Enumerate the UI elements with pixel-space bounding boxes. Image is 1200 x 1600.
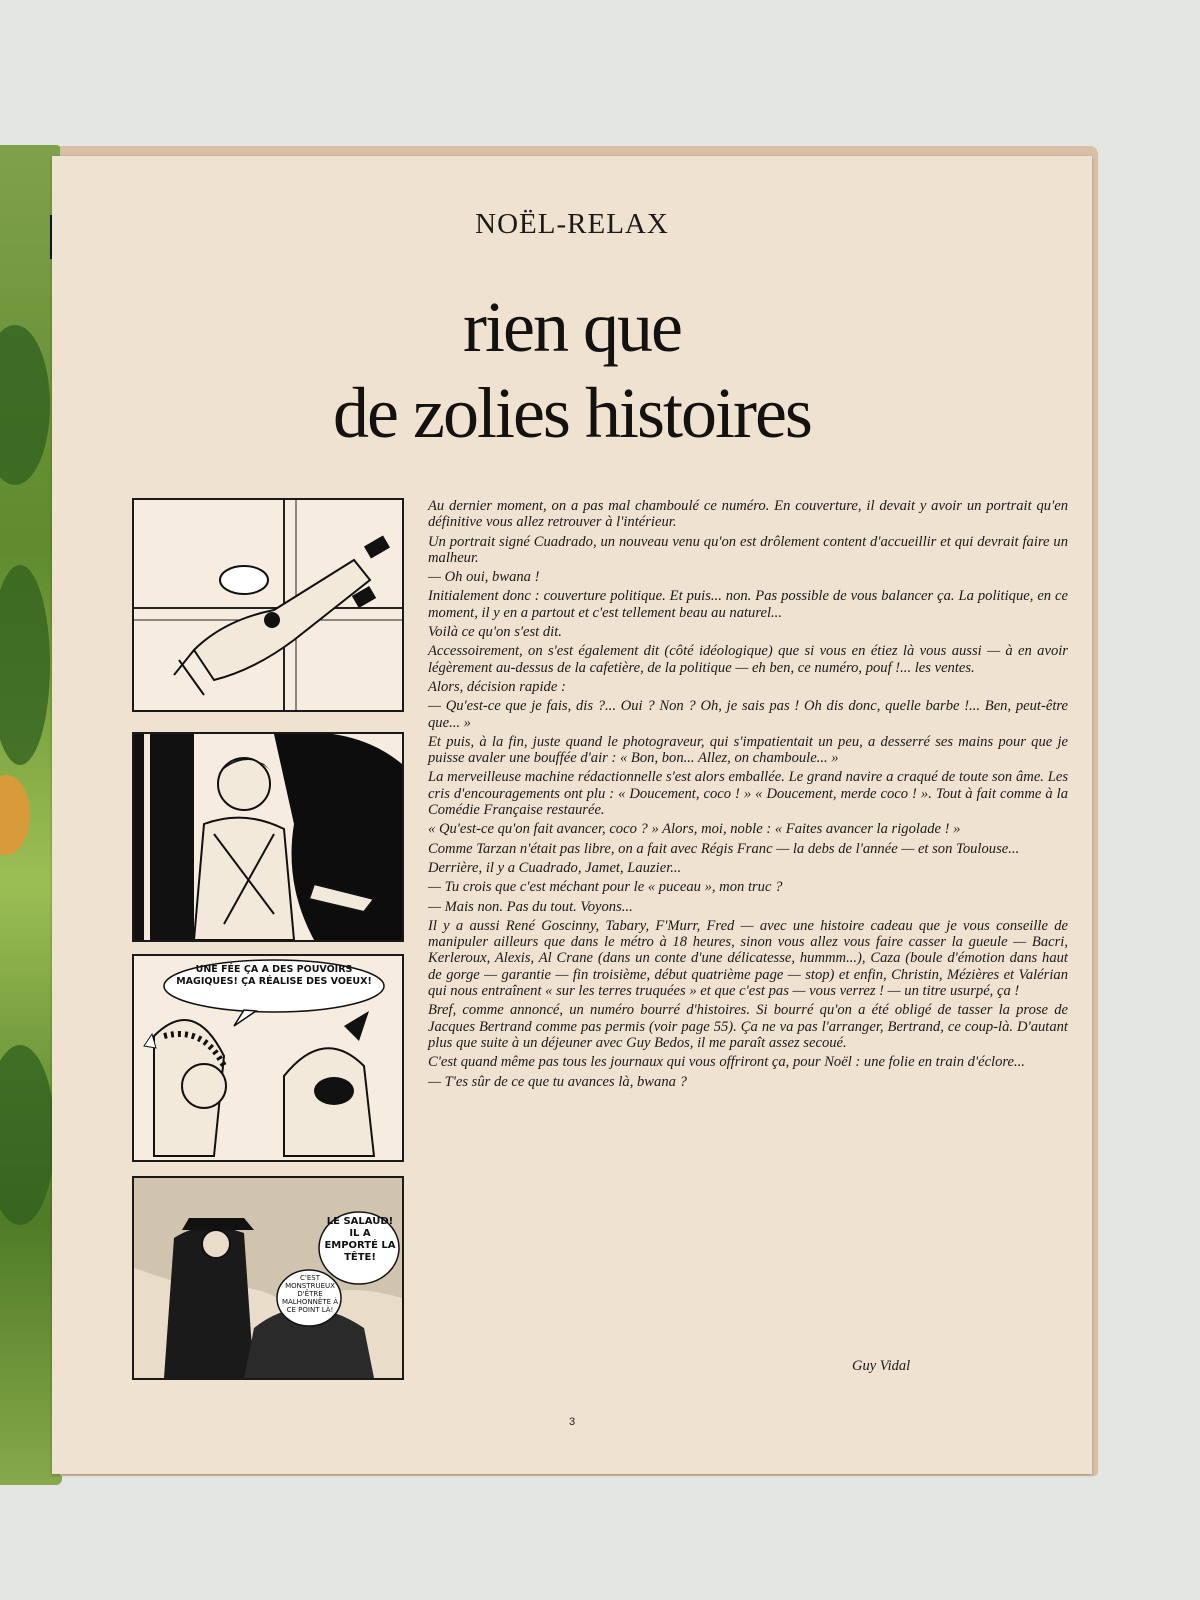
gunman-illustration	[134, 734, 402, 940]
paragraph: — Qu'est-ce que je fais, dis ?... Oui ? Non ? Oh, je sais pas ! Oh dis donc, quelle barbe !... Ben, peut-être que... »	[428, 698, 1068, 731]
editorial-text	[428, 498, 1068, 1093]
headline-line-1: rien que	[463, 287, 681, 367]
paragraph: Accessoirement, on s'est également dit (côté idéologique) que si vous en étiez là vous aussi — à en avoir légèrement au-dessus de la cafetière, de la politique — eh ben, ce numéro, pouf !... les ventes.	[428, 643, 1068, 676]
author-signature: Guy Vidal	[852, 1358, 911, 1374]
paragraph: Au dernier moment, on a pas mal chamboulé ce numéro. En couverture, il devait y avoir un portrait qu'en définitive vous allez retrouver à l'intérieur.	[428, 498, 1068, 531]
fruit-shape	[0, 775, 30, 855]
paragraph: — Tu crois que c'est méchant pour le « puceau », mon truc ?	[428, 879, 783, 896]
leaf-shape	[0, 1045, 55, 1225]
falling-man-illustration	[134, 500, 402, 710]
paragraph: — Mais non. Pas du tout. Voyons...	[428, 898, 633, 915]
comic-panel-gunman	[132, 732, 404, 942]
paragraph: « Qu'est-ce qu'on fait avancer, coco ? » Alors, moi, noble : « Faites avancer la rigolade ! »	[428, 821, 961, 838]
section-kicker: NOËL-RELAX	[475, 208, 669, 240]
page-number: 3	[568, 1416, 576, 1428]
page-headline	[52, 284, 1092, 456]
paragraph: Il y a aussi René Goscinny, Tabary, F'Murr, Fred — avec une histoire cadeau que je vous conseille de manipuler ailleurs que dans le métro à 18 heures, sinon vous allez vous faire casser la gueule — Bacri, Kerleroux, Alexis, Al Crane (dans un conte d'une délicatesse, hummm...), Caza (boule d'émotion dans haut de gorge — garantie — fin troisième, début quatrième page — stop) et enfin, Christin, Mézières et Valérian qui nous entraînent « sur les terres truquées » et que c'est pas — vous verrez ! — un titre usurpé, ça !	[428, 917, 1068, 1000]
fairy-speech-bubble: UNE FÉE ÇA A DES POUVOIRS MAGIQUES! ÇA RÉALISE DES VOEUX!	[176, 964, 372, 987]
magazine-page	[52, 156, 1092, 1474]
paragraph: La merveilleuse machine rédactionnelle s'est alors emballée. Le grand navire a craqué de toute son âme. Les cris d'encouragements ont plu : « Doucement, coco ! » « Doucement, merde coco ! ». Tout à fait comme à la Comédie Française restaurée.	[428, 769, 1068, 819]
paragraph: Initialement donc : couverture politique. Et puis... non. Pas possible de vous balancer ça. La politique, en ce moment, il y en a partout et c'est tellement beau au naturel...	[428, 588, 1068, 621]
paragraph: — Oh oui, bwana !	[428, 569, 540, 586]
paragraph: Derrière, il y a Cuadrado, Jamet, Lauzier...	[428, 859, 682, 876]
comic-panel-falling-man	[132, 498, 404, 712]
paragraph: Alors, décision rapide :	[428, 678, 566, 695]
headline-line-2: de zolies histoires	[333, 373, 811, 453]
comic-panel-western	[132, 1176, 404, 1380]
western-speech-bubble-2: C'EST MONSTRUEUX D'ÊTRE MALHONNÊTE À CE POINT LÀ!	[281, 1274, 339, 1314]
western-speech-bubble-1: LE SALAUD! IL A EMPORTÉ LA TÊTE!	[324, 1216, 396, 1263]
leaf-shape	[0, 565, 50, 765]
paragraph: Et puis, à la fin, juste quand le photograveur, qui s'impatientait un peu, a desserré ses mains pour que je puisse avaler une bouffée d'air : « Bon, bon... Allez, on chamboule... »	[428, 733, 1068, 767]
paragraph: Voilà ce qu'on s'est dit.	[428, 624, 562, 641]
comic-panel-fairy	[132, 954, 404, 1162]
western-illustration	[134, 1178, 402, 1378]
paragraph: C'est quand même pas tous les journaux qui vous offriront ça, pour Noël : une folie en train d'éclore...	[428, 1054, 1025, 1071]
paragraph: Bref, comme annoncé, un numéro bourré d'histoires. Si bourré qu'on a été obligé de tasser la prose de Jacques Bertrand comme pas permis (voir page 55). Ça ne va pas l'arranger, Bertrand, ce coup-là. D'autant plus que suite à un déjeuner avec Guy Bedos, il me paraît assez secoué.	[428, 1002, 1068, 1051]
paragraph: — T'es sûr de ce que tu avances là, bwana ?	[428, 1073, 687, 1090]
paragraph: Comme Tarzan n'était pas libre, on a fait avec Régis Franc — la debs de l'année — et son Toulouse...	[428, 840, 1020, 857]
leaf-shape	[0, 325, 50, 485]
paragraph: Un portrait signé Cuadrado, un nouveau venu qu'on est drôlement content d'accueillir et qui devrait faire un malheur.	[428, 533, 1068, 566]
